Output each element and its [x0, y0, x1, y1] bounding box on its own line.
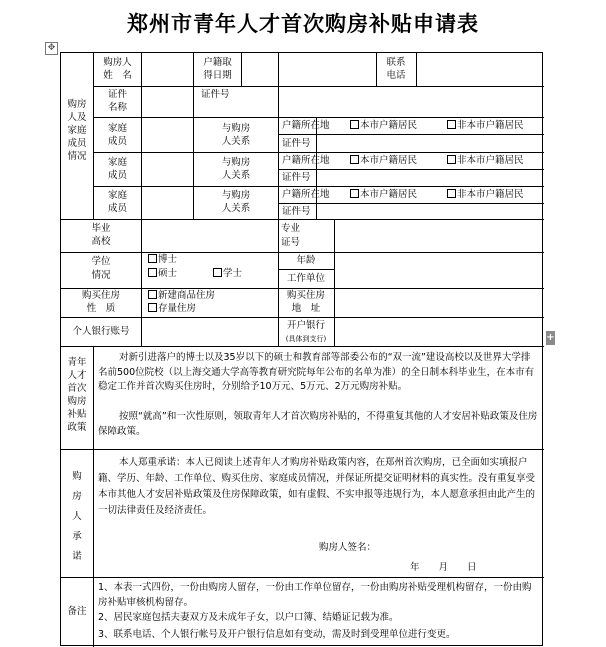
notes-label: 备注	[67, 606, 87, 617]
family-member-label: 家庭	[107, 123, 127, 134]
family-member-label-3b: 成员	[107, 203, 127, 214]
bank-name-label: 开户银行	[286, 320, 325, 331]
local-hukou-text: 本市户籍居民	[360, 120, 418, 131]
relation-label-b: 人关系	[221, 136, 251, 147]
used-house-checkbox[interactable]	[148, 303, 196, 315]
family-member-label-2b: 成员	[107, 170, 127, 181]
cert-number-label: 证件号	[282, 138, 311, 149]
promise-label-5: 诺	[72, 551, 82, 562]
date-label: 年 月 日	[410, 562, 477, 573]
degree-bachelor-checkbox[interactable]	[213, 268, 242, 280]
bank-account-label: 个人银行账号	[72, 326, 130, 337]
table-move-handle-icon[interactable]: ✥	[45, 42, 58, 55]
local-hukou-checkbox-3[interactable]	[350, 189, 417, 201]
house-date-label-2: 得日期	[203, 70, 232, 81]
buyer-name-label-2: 姓 名	[103, 70, 132, 81]
add-column-icon[interactable]: +	[546, 332, 555, 343]
house-nature-label-2: 性 质	[86, 303, 116, 314]
nonlocal-hukou-text: 非本市户籍居民	[457, 120, 524, 131]
nonlocal-hukou-checkbox[interactable]	[447, 120, 524, 132]
policy-label-5: 补贴	[67, 409, 87, 420]
house-nature-label: 购买住房	[81, 290, 120, 301]
local-hukou-text-2: 本市户籍居民	[360, 155, 418, 166]
degree-phd-checkbox[interactable]	[148, 254, 177, 266]
relation-label-2b: 人关系	[221, 170, 251, 181]
nonlocal-hukou-checkbox-3[interactable]	[447, 189, 524, 201]
policy-label-2: 人才	[67, 370, 87, 381]
nonlocal-hukou-checkbox-2[interactable]	[447, 155, 524, 167]
id-name-label-2: 名称	[107, 102, 127, 113]
graduate-school-label-2: 高校	[91, 236, 111, 247]
family-member-label-3: 家庭	[107, 190, 127, 201]
degree-bachelor-text: 学士	[223, 268, 243, 279]
promise-label: 购	[72, 471, 82, 482]
relation-label-3b: 人关系	[221, 203, 251, 214]
degree-master-checkbox[interactable]	[148, 268, 177, 280]
hukou-place-label-3: 户籍所在地	[282, 189, 330, 200]
local-hukou-checkbox-2[interactable]	[350, 155, 417, 167]
new-house-text: 新建商品住房	[158, 290, 216, 301]
promise-text: 本人郑重承诺：本人已阅读上述青年人才购房补贴政策内容，在郑州首次购房，已全面如实填报户籍、学历、年龄、工作单位、购买住房、家庭成员情况，并保证所提交证明材料的真实性。没有重复享受本市其他人才安居补贴政策及住房保障政策，如有虚假、不实申报等违规行为，本人愿意承担由此产生的一切法律责任及经济责任。	[98, 457, 536, 516]
house-address-label-2: 地 址	[291, 303, 321, 314]
degree-label-2: 情况	[91, 270, 111, 281]
cert-number-label-2: 证件号	[282, 172, 311, 183]
new-house-checkbox[interactable]	[148, 290, 215, 302]
local-hukou-text-3: 本市户籍居民	[360, 189, 418, 200]
note-1: 1、本表一式四份，一份由购房人留存，一份由工作单位留存，一份由购房补贴受理机构留存，一份由购房补贴审核机构留存。	[98, 582, 532, 608]
degree-phd-text: 博士	[158, 254, 178, 265]
family-member-label-b: 成员	[107, 136, 127, 147]
buyer-name-label: 购房人	[103, 57, 132, 68]
contact-phone-label-2: 电话	[386, 70, 406, 81]
contact-phone-label: 联系	[386, 57, 406, 68]
relation-label-3: 与购房	[221, 190, 251, 201]
cert-number-label-3: 证件号	[282, 206, 311, 217]
id-name-label: 证件	[107, 89, 127, 100]
note-3: 3、联系电话、个人银行帐号及开户银行信息如有变动，需及时到受理单位进行变更。	[98, 629, 456, 640]
policy-paragraph-1: 对新引进落户的博士以及35岁以下的硕士和教育部等部委公布的“双一流”建设高校以及世界大学排名前500位院校（以上海交通大学高等教育研究院每年公布的名单为准）的全日制本科毕业生，在本市有稳定工作并首次购买住房时，分别给予10万元、5万元、2万元购房补贴。	[98, 352, 535, 392]
work-unit-label: 工作单位	[286, 273, 325, 284]
hukou-place-label-2: 户籍所在地	[282, 155, 330, 166]
age-label: 年龄	[296, 255, 316, 266]
policy-label: 青年	[67, 357, 87, 368]
hukou-place-label: 户籍所在地	[282, 120, 330, 131]
policy-label-4: 购房	[67, 396, 87, 407]
relation-label: 与购房	[221, 123, 251, 134]
family-section-label: 购房	[67, 99, 87, 110]
promise-label-3: 人	[72, 511, 82, 522]
promise-label-2: 房	[72, 491, 82, 502]
house-address-label: 购买住房	[286, 290, 325, 301]
family-section-label-4: 成员	[67, 138, 87, 149]
policy-paragraph-2: 按照“就高”和一次性原则，领取青年人才首次购房补贴的，不得重复其他的人才安居补贴政策及住房保障政策。	[98, 411, 538, 437]
family-member-label-2: 家庭	[107, 157, 127, 168]
local-hukou-checkbox[interactable]	[350, 120, 417, 132]
degree-label: 学位	[91, 256, 111, 267]
nonlocal-hukou-text-2: 非本市户籍居民	[457, 155, 524, 166]
used-house-text: 存量住房	[158, 303, 197, 314]
policy-label-6: 政策	[67, 422, 87, 433]
family-section-label-2: 人及	[67, 112, 87, 123]
house-date-label: 户籍取	[203, 57, 232, 68]
family-section-label-5: 情况	[67, 151, 87, 162]
note-2: 2、居民家庭包括夫妻双方及未成年子女，以户口簿、结婚证记载为准。	[98, 612, 399, 623]
application-form-table	[60, 52, 543, 646]
bank-name-sublabel: (具体到支行)	[285, 335, 327, 343]
relation-label-2: 与购房	[221, 157, 251, 168]
nonlocal-hukou-text-3: 非本市户籍居民	[457, 189, 524, 200]
cert-number2-label: 证号	[281, 237, 301, 248]
family-section-label-3: 家庭	[67, 125, 87, 136]
signature-label: 购房人签名：	[319, 542, 377, 553]
degree-master-text: 硕士	[158, 268, 178, 279]
id-number-label: 证件号	[201, 89, 230, 100]
page-title: 郑州市青年人才首次购房补贴申请表	[127, 11, 479, 36]
promise-label-4: 承	[72, 531, 82, 542]
graduate-school-label: 毕业	[91, 223, 111, 234]
policy-label-3: 首次	[67, 383, 87, 394]
major-label: 专业	[281, 223, 301, 234]
